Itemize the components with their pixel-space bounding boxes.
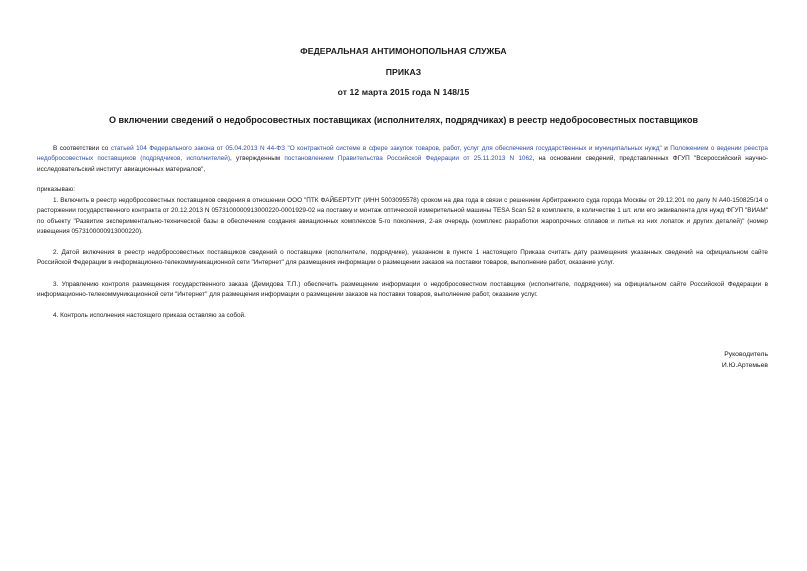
- preamble-text-4: , на основании сведений, представленных ФГУП "Всероссийский научно-исследовательский институт авиационных материалов",: [37, 155, 768, 173]
- preamble-paragraph: [37, 144, 768, 175]
- preamble-text-1: В соответствии со: [53, 145, 111, 152]
- preamble-text-2: и: [661, 145, 671, 152]
- signature-block: [722, 350, 768, 371]
- doc-type: ПРИКАЗ: [385, 67, 422, 77]
- law-44fz-link[interactable]: статьей 104 Федерального закона от 05.04.2013 N 44-ФЗ "О контрактной системе в сфере закупок товаров, работ, услуг для обеспечения государственных и муниципальных нужд": [110, 145, 662, 152]
- doc-title: О включении сведений о недобросовестных поставщиках (исполнителях, подрядчиках) в реестр недобросовестных поставщиков: [109, 115, 698, 125]
- order-item-3: 3. Управлению контроля размещения государственного заказа (Демидова Т.П.) обеспечить размещение информации о недобросовестном поставщике (исполнителе, подрядчике) на официальном сайте Российской Федерации в информационно-телекоммуникационной сети "Интернет" для размещения информации о размещении заказов на поставки товаров, выполнение работ, оказание услуг.: [37, 281, 768, 299]
- agency-name: ФЕДЕРАЛЬНАЯ АНТИМОНОПОЛЬНАЯ СЛУЖБА: [300, 46, 507, 56]
- preamble-text-3: , утвержденным: [230, 155, 285, 163]
- order-item-2: 2. Датой включения в реестр недобросовестных поставщиков сведений о поставщике (исполнителе, подрядчике), указанном в пункте 1 настоящего Приказа считать дату размещения указанных сведений на официальном сайте Российской Федерации в информационно-телекоммуникационной сети "Интернет" для размещения информации о размещении заказов на поставки товаров, выполнение работ, оказание услуг.: [37, 249, 768, 267]
- government-resolution-link[interactable]: постановлением Правительства Российской Федерации от 25.11.2013 N 1062: [284, 155, 533, 163]
- registry-regulation-link[interactable]: Положением о ведении реестра недобросовестных поставщиков (подрядчиков, исполнителей): [37, 145, 768, 163]
- doc-date-number: от 12 марта 2015 года N 148/15: [337, 87, 470, 97]
- order-item-1: 1. Включить в реестр недобросовестных поставщиков сведения в отношении ООО "ПТК ФАЙБЕРТУП" (ИНН 5003095578) сроком на два года в связи с решением Арбитражного суда города Москвы от 29.12.201 по делу N А40-150825/14 о расторжении государственного контракта от 20.12.2013 N 0573100000913000220-0001929-02 на поставку и монтаж оптической измерительной машины TESA Scan 52 в комплекте, в количестве 1 шт. или его эквивалента для нужд ФГУП "ВИАМ" по объекту "Развитие экспериментально-технической базы в обеспечение создания авиационных комплексов 5-го поколения, 2-ая очередь (комплекс разработки жаропрочных сплавов и литья из них лопаток и других деталей)" (номер извещения 0573100000913000220).: [37, 197, 768, 235]
- signatory-name: И.Ю.Артемьев: [721, 361, 768, 369]
- orders-label: приказываю:: [37, 186, 75, 193]
- order-item-4: 4. Контроль исполнения настоящего приказа оставляю за собой.: [53, 312, 246, 319]
- signatory-position: Руководитель: [724, 351, 768, 358]
